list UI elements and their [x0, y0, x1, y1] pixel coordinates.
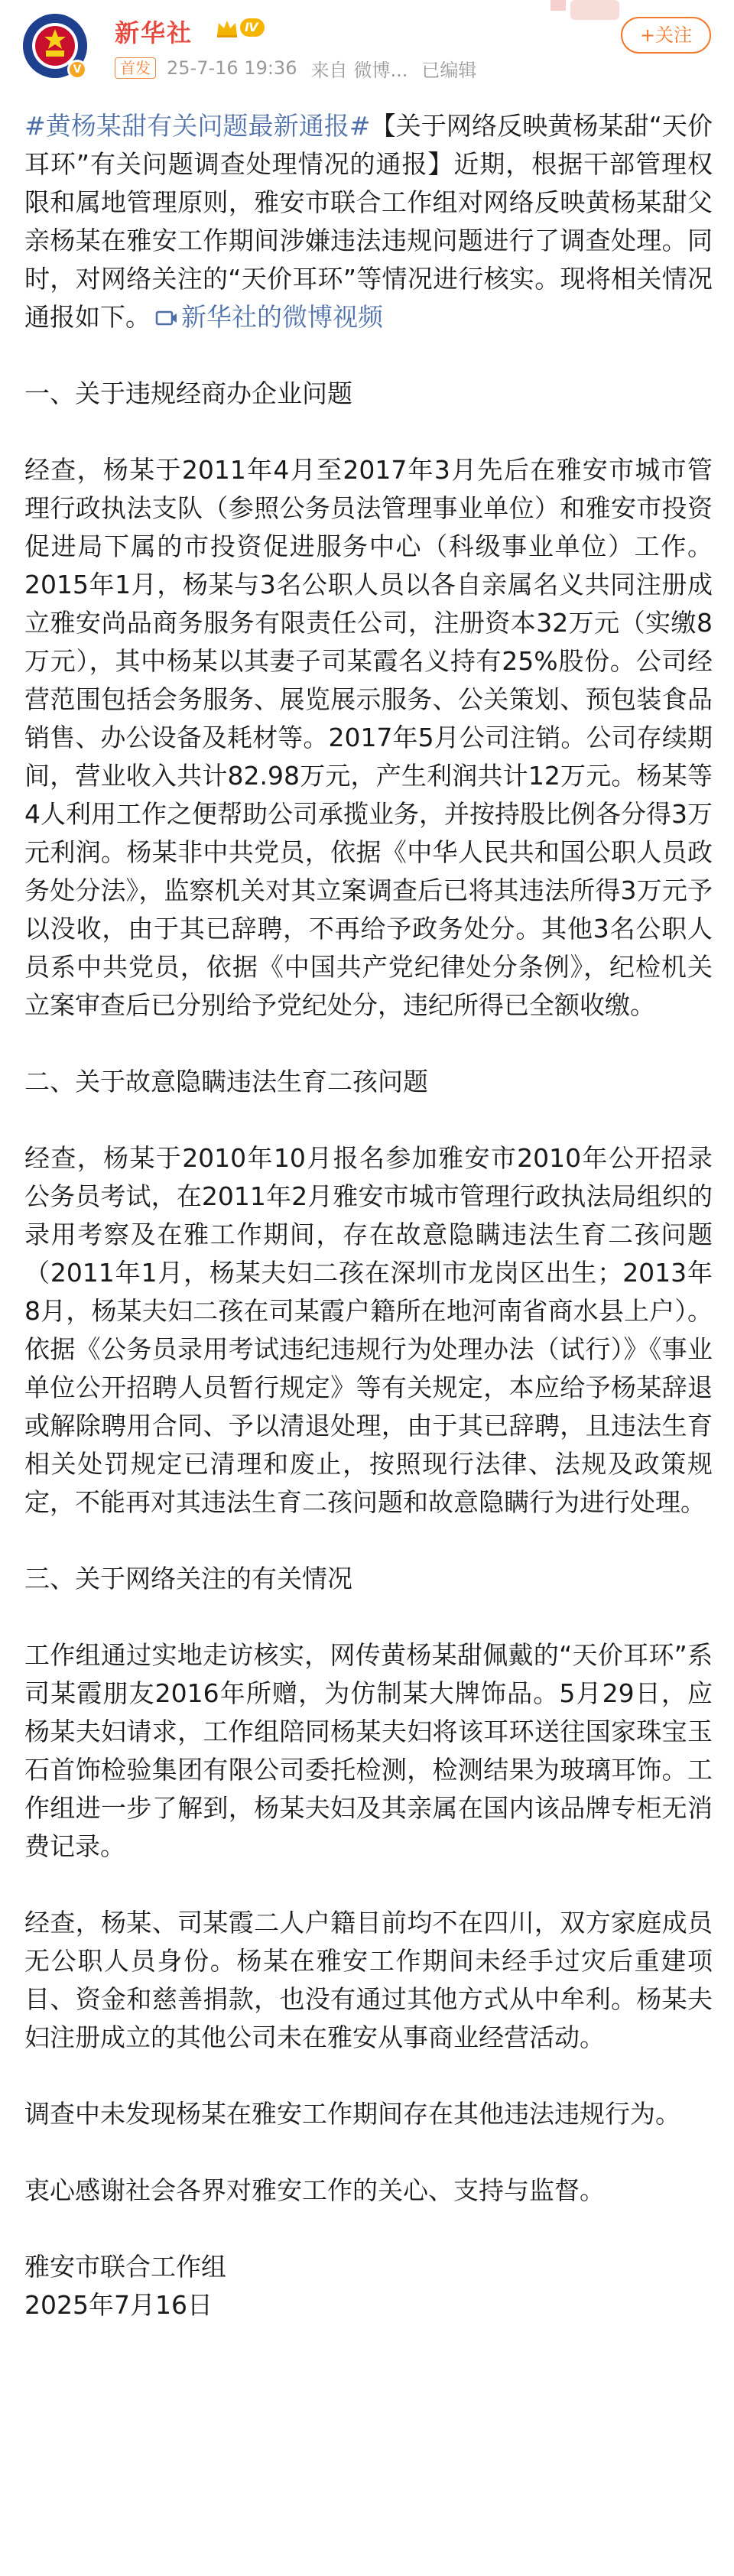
thanks-paragraph: 衷心感谢社会各界对雅安工作的关心、支持与监督。 [24, 2175, 605, 2205]
edited-label[interactable]: 已编辑 [421, 59, 477, 81]
section3-title: 三、关于网络关注的有关情况 [24, 1564, 352, 1593]
section3-paragraph-1: 工作组通过实地走访核实，网传黄杨某甜佩戴的“天价耳环”系司某霞朋友2016年所赠，为仿制某大牌饰品。5月29日，应杨某夫妇请求，工作组陪同杨某夫妇将该耳环送往国家珠宝玉石首饰检验集团有限公司委托检测，检测结果为玻璃耳饰。工作组进一步了解到，杨某夫妇及其亲属在国内该品牌专柜无消费记录。 [24, 1640, 713, 1861]
decoration-icon [520, 0, 619, 46]
post-header [0, 0, 734, 88]
section1-title: 一、关于违规经商办企业问题 [24, 378, 352, 408]
hashtag-link[interactable]: #黄杨某甜有关问题最新通报# [24, 111, 371, 141]
signature-org: 雅安市联合工作组 [24, 2252, 226, 2282]
video-link[interactable] [151, 302, 383, 332]
signature-date: 2025年7月16日 [24, 2290, 213, 2320]
post-source[interactable]: 微博... [353, 59, 408, 81]
crown-icon [216, 18, 239, 38]
section3-paragraph-2: 经查，杨某、司某霞二人户籍目前均不在四川，双方家庭成员无公职人员身份。杨某在雅安工作期间未经手过灾后重建项目、资金和慈善捐款，也没有通过其他方式从中牟利。杨某夫妇注册成立的其他公司未在雅安从事商业经营活动。 [24, 1908, 713, 2052]
post-time[interactable]: 25-7-16 19:36 [167, 57, 297, 79]
intro-text: 【关于网络反映黄杨某甜“天价耳环”有关问题调查处理情况的通报】近期，根据干部管理权限和属地管理原则，雅安市联合工作组对网络反映黄杨某甜父亲杨某在雅安工作期间涉嫌违法违规问题进行了调查处理。同时，对网络关注的“天价耳环”等情况进行核实。现将相关情况通报如下。 [24, 111, 713, 332]
post-intro-paragraph [24, 107, 713, 336]
source-prefix: 来自 [310, 59, 348, 81]
author-name[interactable]: 新华社 [115, 18, 193, 47]
section2-body: 经查，杨某于2010年10月报名参加雅安市2010年公开招录公务员考试，在2011年2月雅安市城市管理行政执法局组织的录用考察及在雅工作期间，存在故意隐瞒违法生育二孩问题（2011年1月，杨某夫妇二孩在深圳市龙岗区出生；2013年8月，杨某夫妇二孩在司某霞户籍所在地河南省商水县上户）。依据《公务员录用考试违纪违规行为处理办法（试行）》《事业单位公开招聘人员暂行规定》等有关规定，本应给予杨某辞退或解除聘用合同、予以清退处理，由于其已辞聘，且违法生育相关处罚规定已清理和废止，按照现行法律、法规及政策规定，不能再对其违法生育二孩问题和故意隐瞒行为进行处理。 [24, 1143, 713, 1517]
follow-button[interactable]: +关注 [621, 17, 711, 54]
verified-icon: V [67, 60, 87, 80]
section1-body: 经查，杨某于2011年4月至2017年3月先后在雅安市城市管理行政执法支队（参照公务员法管理事业单位）和雅安市投资促进局下属的市投资促进服务中心（科级事业单位）工作。2015年1月，杨某与3名公职人员以各自亲属名义共同注册成立雅安尚品商务服务有限责任公司，注册资本32万元（实缴8万元），其中杨某以其妻子司某霞名义持有25%股份。公司经营范围包括会务服务、展览展示服务、公关策划、预包装食品销售、办公设备及耗材等。2017年5月公司注销。公司存续期间，营业收入共计82.98万元，产生利润共计12万元。杨某等4人利用工作之便帮助公司承揽业务，并按持股比例各分得3万元利润。杨某非中共党员，依据《中华人民共和国公职人员政务处分法》，监察机关对其立案调查后已将其违法所得3万元予以没收，由于其已辞聘，不再给予政务处分。其他3名公职人员系中共党员，依据《中国共产党纪律处分条例》，纪检机关立案审查后已分别给予党纪处分，违纪所得已全额收缴。 [24, 455, 713, 1020]
video-icon [155, 308, 178, 328]
post-meta [115, 57, 476, 80]
post-body [24, 107, 713, 2324]
video-link-label[interactable]: 新华社的微博视频 [181, 302, 383, 332]
first-publish-tag: 首发 [115, 57, 156, 79]
conclusion-paragraph: 调查中未发现杨某在雅安工作期间存在其他违法违规行为。 [24, 2099, 680, 2129]
section2-title: 二、关于故意隐瞒违法生育二孩问题 [24, 1067, 428, 1096]
level-badge: Ⅳ [240, 18, 265, 37]
